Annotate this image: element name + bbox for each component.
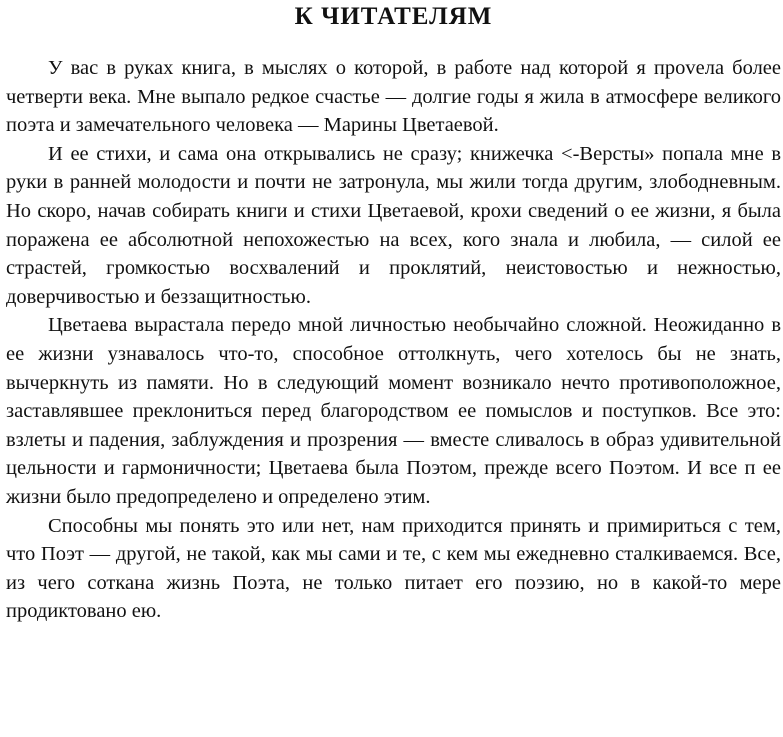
paragraph-1: У вас в руках книга, в мыслях о которой, в работе над которой я проvела более четверти века. Мне выпало редкое счастье — долгие годы я жила в атмосфере великого поэта и замечательного человека — Марины Цветаевой. <box>6 57 781 137</box>
paragraph-3: Цветаева вырастала передо мной личностью необычайно сложной. Неожиданно в ее жизни узнавалось что-то, способное оттолкнуть, чего хотелось бы не знать, вычеркнуть из памяти. Но в следующий момент возникало нечто противоположное, заставлявшее преклониться перед благородством ее помыслов и поступков. Все это: взлеты и падения, заблуждения и прозрения — вместе сливалось в образ удивительной цельности и гармоничности; Цветаева была Поэтом, прежде всего Поэтом. И все п ее жизни было предопределено и определено этим. <box>6 314 781 508</box>
document-page <box>0 2 783 737</box>
page-title: К ЧИТАТЕЛЯМ <box>294 3 493 30</box>
paragraph-2: И ее стихи, и сама она открывались не сразу; книжечка <-Версты» попала мне в руки в ранней молодости и почти не затронула, мы жили тогда другим, злободневным. Но скоро, начав собирать книги и стихи Цветаевой, крохи сведений о ее жизни, я была поражена ее абсолютной непохожестью на всех, кого знала и любила, — силой ее страстей, громкостью восхвалений и проклятий, неистовостью и нежностью, доверчивостью и беззащитностью. <box>6 142 781 308</box>
paragraph-4: Способны мы понять это или нет, нам приходится принять и примириться с тем, что Поэт — другой, не такой, как мы сами и те, с кем мы ежедневно сталкиваемся. Все, из чего соткана жизнь Поэта, не только питает его поэзию, но в какой-то мере продиктовано ею. <box>6 514 781 623</box>
